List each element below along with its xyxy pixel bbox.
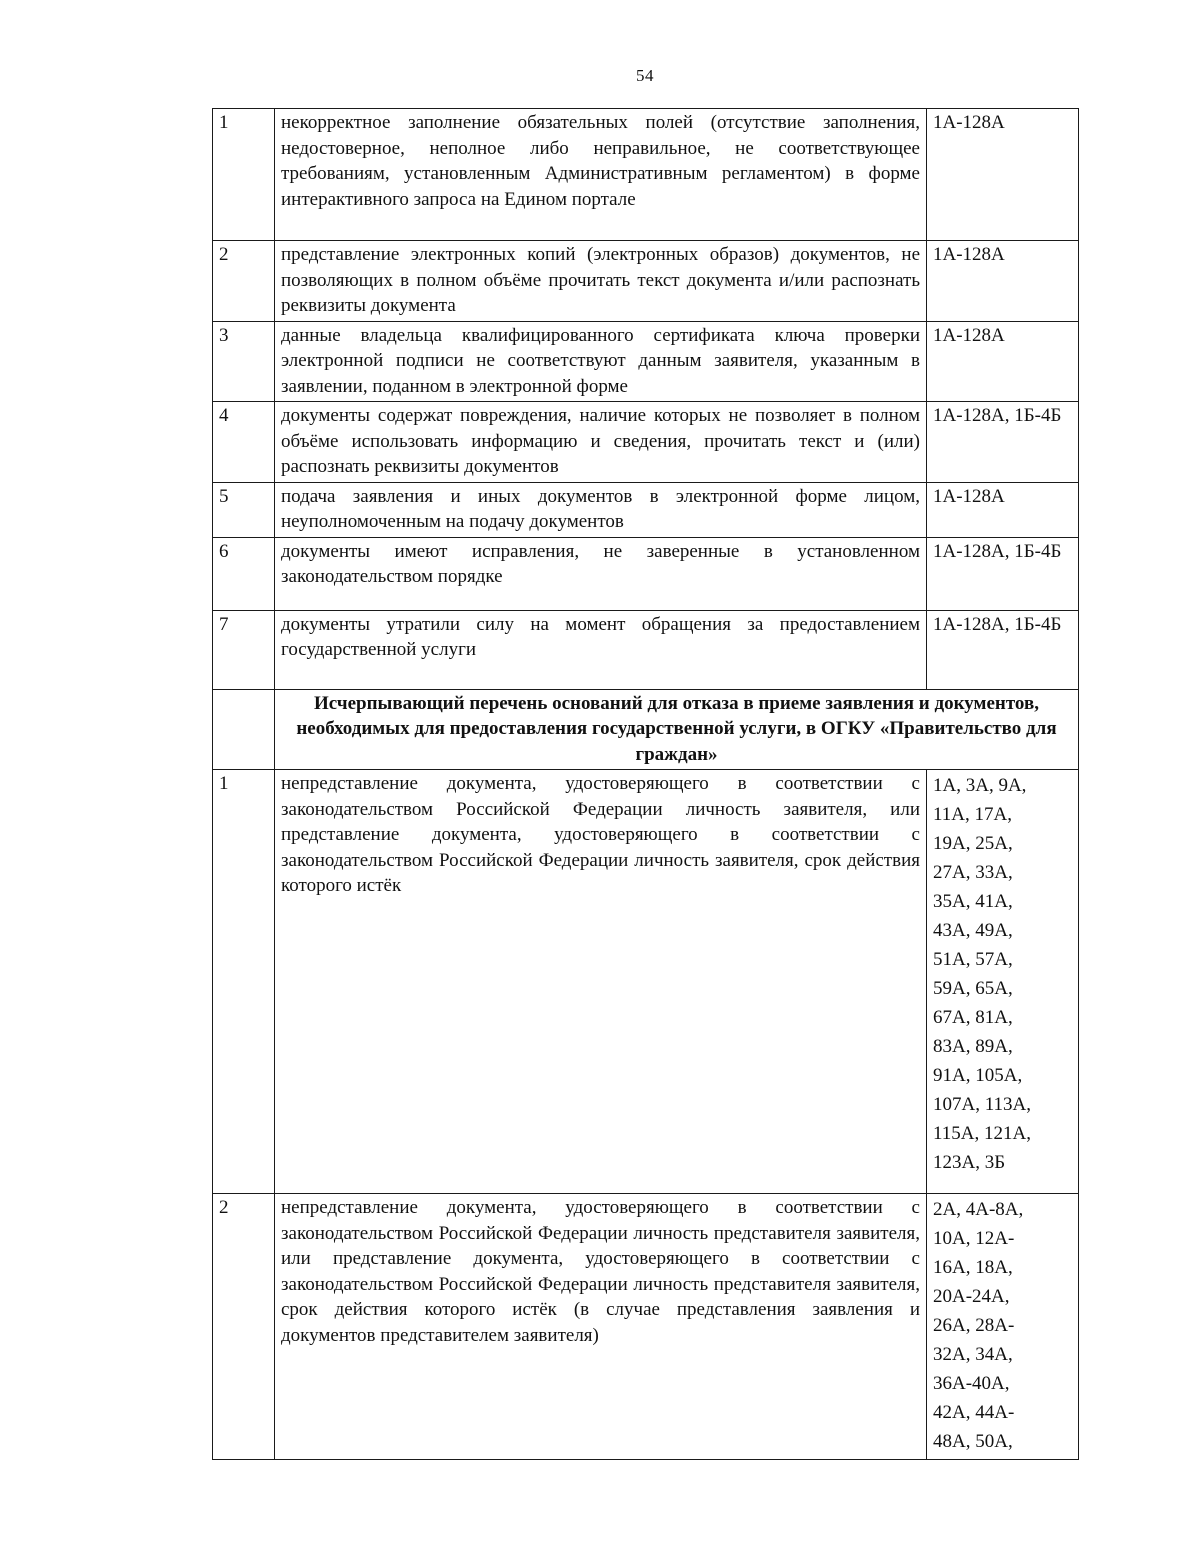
table-row	[213, 610, 1079, 689]
row-text: подача заявления и иных документов в электронной форме лицом, неуполномоченным на подачу документов	[275, 482, 927, 537]
code-line: 67А, 81А,	[933, 1007, 1013, 1028]
code-line: 123А, 3Б	[933, 1152, 1006, 1173]
row-codes: 1А-128А, 1Б-4Б	[927, 402, 1079, 483]
row-number: 6	[213, 537, 275, 610]
code-line: 1А, 3А, 9А,	[933, 775, 1027, 796]
page-number: 54	[636, 66, 654, 85]
row-number: 4	[213, 402, 275, 483]
row-number: 1	[213, 770, 275, 1194]
section-heading-row	[213, 689, 1079, 770]
code-line: 20А-24А,	[933, 1286, 1010, 1307]
code-line: 36А-40А,	[933, 1373, 1010, 1394]
row-codes	[927, 770, 1079, 1194]
code-line: 51А, 57А,	[933, 949, 1013, 970]
row-codes: 1А-128А, 1Б-4Б	[927, 610, 1079, 689]
code-line: 107А, 113А,	[933, 1094, 1031, 1115]
heading-spacer	[213, 689, 275, 770]
row-codes: 1А-128А, 1Б-4Б	[927, 537, 1079, 610]
code-line: 48А, 50А,	[933, 1431, 1013, 1452]
code-line: 2А, 4А-8А,	[933, 1199, 1024, 1220]
row-codes: 1А-128А	[927, 241, 1079, 322]
code-line: 59А, 65А,	[933, 978, 1013, 999]
code-line: 27А, 33А,	[933, 862, 1013, 883]
table-row	[213, 770, 1079, 1194]
row-number: 2	[213, 1194, 275, 1460]
row-codes	[927, 1194, 1079, 1460]
code-line: 83А, 89А,	[933, 1036, 1013, 1057]
code-line: 19А, 25А,	[933, 833, 1013, 854]
row-text: представление электронных копий (электронных образов) документов, не позволяющих в полном объёме прочитать текст документа и/или распознать реквизиты документа	[275, 241, 927, 322]
row-number: 5	[213, 482, 275, 537]
table-row	[213, 402, 1079, 483]
row-codes: 1А-128А	[927, 109, 1079, 241]
row-number: 1	[213, 109, 275, 241]
row-text: данные владельца квалифицированного сертификата ключа проверки электронной подписи не соответствуют данным заявителя, указанным в заявлении, поданном в электронной форме	[275, 321, 927, 402]
code-line: 16А, 18А,	[933, 1257, 1013, 1278]
table-row	[213, 241, 1079, 322]
row-number: 7	[213, 610, 275, 689]
row-text: непредставление документа, удостоверяющего в соответствии с законодательством Российской Федерации личность представителя заявителя, или представление документа, удостоверяющего в соответствии с законодательством Российской Федерации личность представителя заявителя, срок действия которого истёк (в случае представления заявления и документов представителем заявителя)	[275, 1194, 927, 1460]
table-row	[213, 482, 1079, 537]
code-line: 11А, 17А,	[933, 804, 1012, 825]
code-line: 115А, 121А,	[933, 1123, 1031, 1144]
code-line: 32А, 34А,	[933, 1344, 1013, 1365]
table-row	[213, 537, 1079, 610]
table-row	[213, 321, 1079, 402]
code-line: 91А, 105А,	[933, 1065, 1023, 1086]
row-text: документы утратили силу на момент обращения за предоставлением государственной услуги	[275, 610, 927, 689]
code-line: 10А, 12А-	[933, 1228, 1015, 1249]
code-line: 35А, 41А,	[933, 891, 1013, 912]
code-line: 42А, 44А-	[933, 1402, 1015, 1423]
row-text: документы содержат повреждения, наличие которых не позволяет в полном объёме использовать информацию и сведения, прочитать текст и (или) распознать реквизиты документов	[275, 402, 927, 483]
code-line: 26А, 28А-	[933, 1315, 1015, 1336]
refusal-grounds-table	[212, 108, 1079, 1460]
row-text: документы имеют исправления, не заверенные в установленном законодательством порядке	[275, 537, 927, 610]
section-heading: Исчерпывающий перечень оснований для отказа в приеме заявления и документов, необходимых для предоставления государственной услуги, в ОГКУ «Правительство для граждан»	[275, 689, 1079, 770]
row-number: 3	[213, 321, 275, 402]
code-line: 43А, 49А,	[933, 920, 1013, 941]
row-number: 2	[213, 241, 275, 322]
table-row	[213, 109, 1079, 241]
row-codes: 1А-128А	[927, 321, 1079, 402]
row-codes: 1А-128А	[927, 482, 1079, 537]
table-row	[213, 1194, 1079, 1460]
row-text: непредставление документа, удостоверяющего в соответствии с законодательством Российской Федерации личность заявителя, или представление документа, удостоверяющего в соответствии с законодательством Российской Федерации личность заявителя, срок действия которого истёк	[275, 770, 927, 1194]
row-text: некорректное заполнение обязательных полей (отсутствие заполнения, недостоверное, неполное либо неправильное, не соответствующее требованиям, установленным Административным регламентом) в форме интерактивного запроса на Едином портале	[275, 109, 927, 241]
